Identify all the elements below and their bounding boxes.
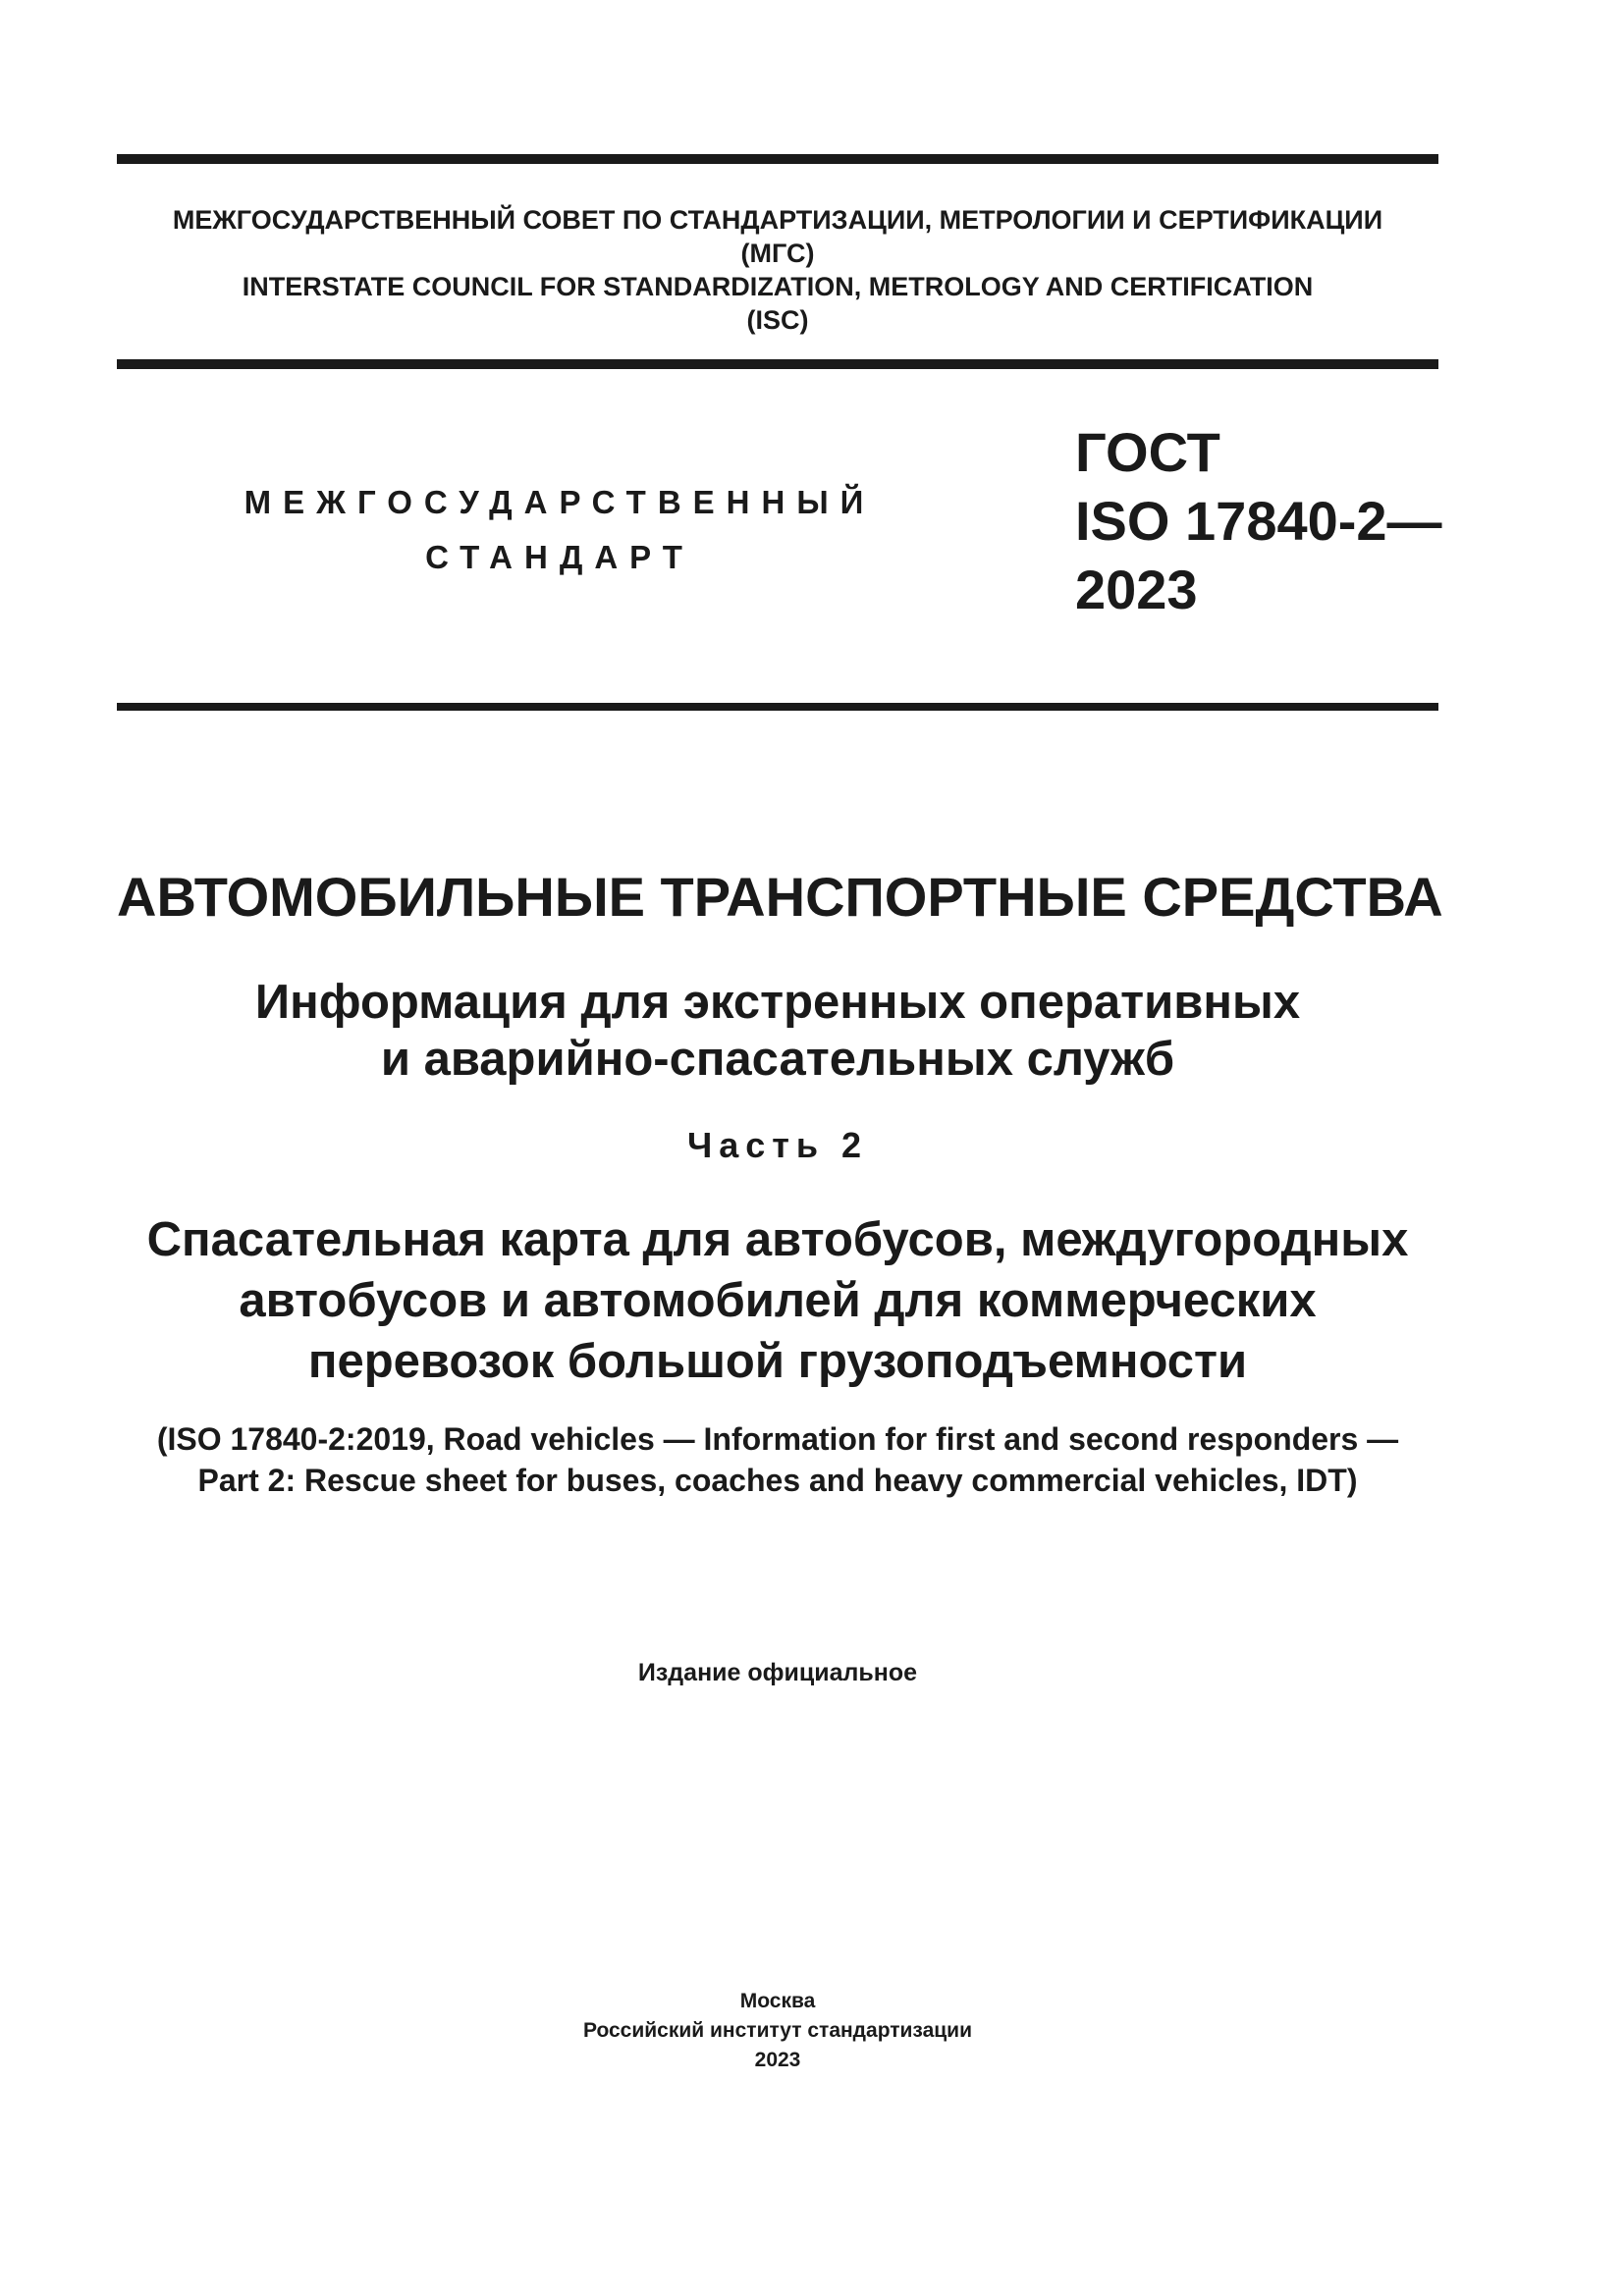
- subtitle-line2: и аварийно-спасательных служб: [380, 1033, 1175, 1086]
- designation-line3: 2023: [1075, 559, 1198, 620]
- standard-kind-line1: МЕЖГОСУДАРСТВЕННЫЙ: [244, 484, 876, 520]
- iso-reference-line2: Part 2: Rescue sheet for buses, coaches and heavy commercial vehicles, IDT): [197, 1463, 1358, 1498]
- council-name-en: INTERSTATE COUNCIL FOR STANDARDIZATION, METROLOGY AND CERTIFICATION: [242, 272, 1314, 301]
- iso-reference-line1: (ISO 17840-2:2019, Road vehicles — Information for first and second responders —: [156, 1421, 1399, 1457]
- document-title: АВТОМОБИЛЬНЫЕ ТРАНСПОРТНЫЕ СРЕДСТВА: [117, 866, 1443, 928]
- publisher-institute: Российский институт стандартизации: [582, 2019, 973, 2042]
- publisher-block: [117, 1987, 1438, 2075]
- part-title: [117, 1209, 1438, 1392]
- standard-designation: [1075, 418, 1442, 624]
- council-abbr-en: (ISC): [746, 305, 809, 335]
- subtitle-line1: Информация для экстренных оперативных: [254, 976, 1301, 1029]
- iso-reference: [98, 1418, 1457, 1501]
- header-rule: [117, 359, 1438, 369]
- designation-rule: [117, 703, 1438, 711]
- council-header: [117, 203, 1438, 337]
- document-subtitle: [117, 974, 1438, 1088]
- publisher-year: 2023: [754, 2049, 801, 2071]
- council-abbr-ru: (МГС): [740, 239, 815, 268]
- part-title-line1: Спасательная карта для автобусов, междугородных: [146, 1213, 1409, 1266]
- top-rule: [117, 154, 1438, 164]
- standard-kind-line2: СТАНДАРТ: [425, 539, 694, 575]
- standard-kind: [226, 475, 893, 585]
- designation-line1: ГОСТ: [1075, 421, 1220, 483]
- designation-line2: ISO 17840-2—: [1075, 490, 1442, 552]
- part-number: Часть 2: [686, 1125, 869, 1165]
- part-title-line3: перевозок большой грузоподъемности: [307, 1335, 1248, 1388]
- edition-note: Издание официальное: [637, 1659, 918, 1686]
- council-name-ru: МЕЖГОСУДАРСТВЕННЫЙ СОВЕТ ПО СТАНДАРТИЗАЦИИ, МЕТРОЛОГИИ И СЕРТИФИКАЦИИ: [172, 205, 1383, 235]
- publisher-city: Москва: [739, 1990, 816, 2012]
- part-title-line2: автобусов и автомобилей для коммерческих: [239, 1274, 1317, 1327]
